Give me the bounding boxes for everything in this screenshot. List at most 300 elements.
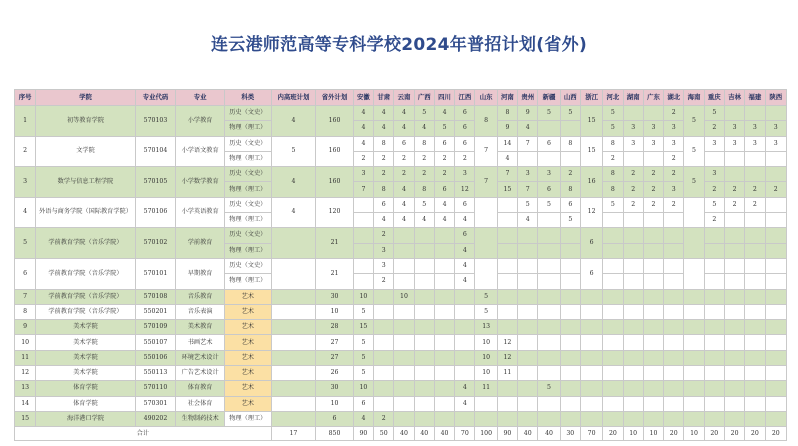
- table-cell: 书画艺术: [176, 335, 225, 350]
- table-cell: [745, 366, 765, 381]
- table-cell: [724, 151, 744, 166]
- table-cell: [704, 335, 724, 350]
- column-header: 专业代码: [135, 90, 176, 106]
- table-cell: [497, 289, 517, 304]
- table-cell: 3: [623, 136, 643, 151]
- table-cell: [518, 274, 538, 289]
- table-cell: 音乐表演: [176, 304, 225, 319]
- table-cell: 学前教育学院（音乐学院）: [36, 289, 135, 304]
- table-cell: 10: [316, 304, 354, 319]
- table-cell: [394, 304, 414, 319]
- table-cell: [518, 320, 538, 335]
- table-cell: [374, 366, 394, 381]
- column-header: 海南: [684, 90, 704, 106]
- table-cell: [414, 396, 434, 411]
- table-cell: [745, 320, 765, 335]
- table-cell: [765, 228, 787, 243]
- table-cell: 14: [497, 136, 517, 151]
- table-cell: [603, 396, 623, 411]
- table-cell: [704, 320, 724, 335]
- table-cell: 3: [704, 167, 724, 182]
- table-cell: [724, 106, 744, 121]
- table-cell: [745, 106, 765, 121]
- table-cell: [560, 228, 580, 243]
- table-cell: 2: [724, 197, 744, 212]
- table-cell: 490202: [135, 411, 176, 426]
- table-cell: 11: [475, 381, 497, 396]
- table-cell: [765, 258, 787, 273]
- table-cell: 美术学院: [36, 320, 135, 335]
- table-cell: 4: [15, 197, 36, 228]
- table-cell: [664, 274, 684, 289]
- table-cell: 2: [560, 167, 580, 182]
- table-cell: [580, 411, 602, 426]
- table-cell: [394, 258, 414, 273]
- table-cell: [724, 228, 744, 243]
- table-cell: 历史（文史）: [224, 136, 271, 151]
- table-cell: 9: [15, 320, 36, 335]
- table-cell: 7: [475, 167, 497, 198]
- table-cell: 10: [475, 366, 497, 381]
- table-cell: 小学数学教育: [176, 167, 225, 198]
- table-cell: [745, 243, 765, 258]
- table-cell: 2: [664, 151, 684, 166]
- table-row: [15, 320, 787, 335]
- table-cell: [643, 243, 663, 258]
- table-cell: 小学英语教育: [176, 197, 225, 228]
- table-cell: 28: [316, 320, 354, 335]
- total-value: 20: [724, 427, 744, 441]
- column-header: 新疆: [538, 90, 560, 106]
- table-cell: [394, 228, 414, 243]
- table-cell: 4: [374, 213, 394, 228]
- table-cell: 4: [394, 106, 414, 121]
- table-cell: 4: [455, 243, 475, 258]
- table-row: [15, 258, 787, 273]
- table-cell: 美术学院: [36, 366, 135, 381]
- total-value: 70: [455, 427, 475, 441]
- table-cell: [704, 366, 724, 381]
- table-cell: [765, 320, 787, 335]
- table-cell: 艺术: [224, 289, 271, 304]
- column-header: 贵州: [518, 90, 538, 106]
- table-cell: [271, 320, 316, 335]
- table-cell: 4: [434, 197, 454, 212]
- table-cell: [414, 243, 434, 258]
- table-cell: 6: [580, 258, 602, 289]
- table-cell: 3: [745, 136, 765, 151]
- table-cell: 10: [475, 335, 497, 350]
- table-cell: [724, 366, 744, 381]
- table-cell: [374, 381, 394, 396]
- table-cell: 3: [623, 121, 643, 136]
- table-cell: 27: [316, 350, 354, 365]
- table-cell: 8: [414, 136, 434, 151]
- table-cell: [434, 243, 454, 258]
- table-cell: 物理（理工）: [224, 274, 271, 289]
- table-cell: 6: [560, 197, 580, 212]
- table-cell: 12: [455, 182, 475, 197]
- table-cell: [497, 320, 517, 335]
- table-cell: [434, 411, 454, 426]
- table-cell: [455, 366, 475, 381]
- table-cell: 10: [353, 289, 373, 304]
- table-cell: 2: [374, 274, 394, 289]
- table-cell: 10: [475, 350, 497, 365]
- table-cell: 8: [475, 106, 497, 137]
- table-cell: 3: [724, 121, 744, 136]
- table-cell: 4: [353, 136, 373, 151]
- table-cell: [394, 320, 414, 335]
- table-cell: 4: [394, 213, 414, 228]
- table-cell: 外语与商务学院（国际教育学院）: [36, 197, 135, 228]
- total-value: 20: [603, 427, 623, 441]
- table-cell: [643, 335, 663, 350]
- table-cell: 5: [684, 167, 704, 198]
- table-cell: 环境艺术设计: [176, 350, 225, 365]
- table-cell: 4: [497, 151, 517, 166]
- total-value: 30: [560, 427, 580, 441]
- table-cell: 历史（文史）: [224, 258, 271, 273]
- total-value: 50: [374, 427, 394, 441]
- table-cell: [704, 274, 724, 289]
- table-cell: [353, 197, 373, 212]
- table-cell: [434, 304, 454, 319]
- table-cell: 5: [603, 197, 623, 212]
- table-row: [15, 228, 787, 243]
- table-cell: 4: [455, 258, 475, 273]
- table-row: [15, 304, 787, 319]
- table-cell: [414, 274, 434, 289]
- total-value: 100: [475, 427, 497, 441]
- table-cell: [704, 411, 724, 426]
- table-cell: 570108: [135, 289, 176, 304]
- table-cell: 海洋港口学院: [36, 411, 135, 426]
- table-cell: [560, 366, 580, 381]
- table-cell: [664, 381, 684, 396]
- column-header: 广东: [643, 90, 663, 106]
- column-header: 四川: [434, 90, 454, 106]
- column-header: 科类: [224, 90, 271, 106]
- table-cell: 4: [374, 121, 394, 136]
- table-cell: [745, 396, 765, 411]
- table-cell: 570105: [135, 167, 176, 198]
- table-cell: 12: [15, 366, 36, 381]
- table-cell: [434, 366, 454, 381]
- table-cell: 160: [316, 167, 354, 198]
- table-cell: [518, 411, 538, 426]
- total-value: 90: [353, 427, 373, 441]
- table-cell: [684, 335, 704, 350]
- table-cell: [704, 243, 724, 258]
- table-cell: [603, 381, 623, 396]
- table-cell: 数学与信息工程学院: [36, 167, 135, 198]
- table-cell: 学前教育学院（音乐学院）: [36, 304, 135, 319]
- table-cell: [455, 350, 475, 365]
- table-cell: [684, 320, 704, 335]
- table-cell: [704, 304, 724, 319]
- table-cell: 2: [704, 182, 724, 197]
- table-cell: [664, 243, 684, 258]
- table-row: [15, 350, 787, 365]
- table-cell: [434, 228, 454, 243]
- table-cell: [664, 350, 684, 365]
- table-cell: 30: [316, 381, 354, 396]
- column-header: 湖北: [664, 90, 684, 106]
- table-cell: [271, 258, 316, 289]
- column-header: 安徽: [353, 90, 373, 106]
- table-cell: 160: [316, 106, 354, 137]
- table-cell: 4: [394, 182, 414, 197]
- table-cell: 广告艺术设计: [176, 366, 225, 381]
- table-cell: 7: [15, 289, 36, 304]
- table-cell: 体育学院: [36, 396, 135, 411]
- table-cell: 8: [15, 304, 36, 319]
- table-cell: [643, 320, 663, 335]
- table-cell: [580, 320, 602, 335]
- total-row: [15, 427, 787, 441]
- total-value: 40: [414, 427, 434, 441]
- table-cell: 3: [643, 136, 663, 151]
- table-cell: [560, 304, 580, 319]
- column-header: 江西: [455, 90, 475, 106]
- table-cell: 3: [724, 136, 744, 151]
- page-title: 连云港师范高等专科学校2024年普招计划(省外): [210, 35, 588, 55]
- table-cell: 6: [538, 182, 560, 197]
- total-value: 10: [684, 427, 704, 441]
- table-cell: [353, 258, 373, 273]
- table-cell: 160: [316, 136, 354, 167]
- table-cell: [374, 350, 394, 365]
- header-row: [15, 90, 787, 106]
- table-cell: 5: [603, 121, 623, 136]
- table-cell: [271, 411, 316, 426]
- total-inner: 17: [271, 427, 316, 441]
- table-cell: [271, 396, 316, 411]
- table-cell: 30: [316, 289, 354, 304]
- table-cell: 4: [271, 167, 316, 198]
- table-cell: 550113: [135, 366, 176, 381]
- table-cell: [765, 366, 787, 381]
- column-header: 广西: [414, 90, 434, 106]
- table-row: [15, 167, 787, 182]
- table-cell: 16: [580, 167, 602, 198]
- table-cell: [560, 381, 580, 396]
- table-cell: 1: [15, 106, 36, 137]
- table-cell: 2: [745, 197, 765, 212]
- table-cell: [518, 228, 538, 243]
- table-cell: [580, 335, 602, 350]
- table-cell: 10: [316, 396, 354, 411]
- table-cell: [518, 304, 538, 319]
- table-cell: 5: [538, 106, 560, 121]
- table-cell: [271, 228, 316, 259]
- table-cell: 初等教育学院: [36, 106, 135, 137]
- table-cell: [745, 335, 765, 350]
- table-cell: [538, 228, 560, 243]
- table-cell: [475, 197, 497, 228]
- table-cell: 小学教育: [176, 106, 225, 137]
- table-cell: 21: [316, 258, 354, 289]
- table-cell: [623, 274, 643, 289]
- table-cell: [603, 411, 623, 426]
- table-cell: [560, 258, 580, 273]
- table-cell: [643, 411, 663, 426]
- table-cell: [394, 274, 414, 289]
- table-cell: 15: [353, 320, 373, 335]
- table-cell: 6: [374, 197, 394, 212]
- table-cell: 570110: [135, 381, 176, 396]
- table-cell: 历史（文史）: [224, 197, 271, 212]
- table-cell: [684, 197, 704, 228]
- table-cell: 5: [434, 121, 454, 136]
- table-cell: [538, 304, 560, 319]
- table-cell: [603, 366, 623, 381]
- total-value: 40: [434, 427, 454, 441]
- table-cell: [623, 320, 643, 335]
- table-cell: 艺术: [224, 335, 271, 350]
- table-cell: [745, 258, 765, 273]
- table-cell: 2: [455, 151, 475, 166]
- table-cell: 5: [560, 106, 580, 121]
- table-cell: [518, 335, 538, 350]
- table-cell: 2: [704, 213, 724, 228]
- table-cell: 8: [603, 167, 623, 182]
- column-header: 山东: [475, 90, 497, 106]
- table-cell: 15: [15, 411, 36, 426]
- table-cell: [724, 320, 744, 335]
- table-cell: 7: [518, 182, 538, 197]
- table-cell: 5: [684, 106, 704, 137]
- table-cell: 2: [643, 167, 663, 182]
- table-cell: [765, 197, 787, 212]
- table-cell: 7: [518, 136, 538, 151]
- table-cell: 7: [475, 136, 497, 167]
- table-cell: [518, 258, 538, 273]
- table-cell: 3: [15, 167, 36, 198]
- table-cell: [664, 396, 684, 411]
- table-row: [15, 335, 787, 350]
- table-cell: [560, 411, 580, 426]
- table-row: [15, 411, 787, 426]
- table-cell: 4: [414, 213, 434, 228]
- table-cell: 8: [560, 136, 580, 151]
- table-cell: [518, 289, 538, 304]
- table-cell: [434, 289, 454, 304]
- table-cell: 3: [374, 243, 394, 258]
- table-cell: 6: [353, 396, 373, 411]
- table-cell: 8: [497, 106, 517, 121]
- table-cell: 5: [353, 304, 373, 319]
- table-cell: [765, 213, 787, 228]
- table-cell: 2: [664, 167, 684, 182]
- table-cell: [414, 335, 434, 350]
- table-cell: 2: [434, 167, 454, 182]
- table-cell: 4: [374, 106, 394, 121]
- table-cell: [394, 366, 414, 381]
- table-cell: 6: [538, 136, 560, 151]
- table-cell: [414, 258, 434, 273]
- table-cell: 5: [353, 366, 373, 381]
- table-cell: [643, 106, 663, 121]
- table-cell: [745, 350, 765, 365]
- table-cell: [745, 304, 765, 319]
- table-cell: 物理（理工）: [224, 121, 271, 136]
- table-cell: 4: [353, 121, 373, 136]
- table-cell: [724, 350, 744, 365]
- table-cell: 社会体育: [176, 396, 225, 411]
- table-cell: [623, 304, 643, 319]
- table-cell: [497, 197, 517, 212]
- table-cell: [374, 304, 394, 319]
- table-cell: 2: [603, 151, 623, 166]
- column-header: 福建: [745, 90, 765, 106]
- column-header: 陕西: [765, 90, 787, 106]
- table-cell: [271, 304, 316, 319]
- table-cell: [538, 289, 560, 304]
- total-outer: 850: [316, 427, 354, 441]
- table-cell: [455, 411, 475, 426]
- table-cell: [538, 274, 560, 289]
- total-value: 70: [580, 427, 602, 441]
- table-cell: [603, 350, 623, 365]
- table-cell: 5: [475, 289, 497, 304]
- table-row: [15, 197, 787, 212]
- table-cell: [745, 213, 765, 228]
- table-cell: 5: [518, 197, 538, 212]
- table-cell: 体育学院: [36, 381, 135, 396]
- table-cell: [765, 106, 787, 121]
- table-cell: 艺术: [224, 350, 271, 365]
- table-cell: [518, 151, 538, 166]
- table-cell: 6: [394, 136, 414, 151]
- table-row: [15, 396, 787, 411]
- table-cell: 2: [374, 151, 394, 166]
- table-cell: 5: [15, 228, 36, 259]
- table-cell: [353, 243, 373, 258]
- table-cell: 艺术: [224, 396, 271, 411]
- table-cell: [603, 243, 623, 258]
- table-cell: 8: [374, 182, 394, 197]
- table-cell: 570104: [135, 136, 176, 167]
- table-cell: [497, 411, 517, 426]
- table-cell: [455, 289, 475, 304]
- table-cell: [560, 320, 580, 335]
- table-cell: [414, 366, 434, 381]
- table-cell: [664, 411, 684, 426]
- column-header: 山西: [560, 90, 580, 106]
- table-cell: [603, 228, 623, 243]
- table-cell: 2: [374, 411, 394, 426]
- table-cell: [434, 320, 454, 335]
- table-cell: 10: [353, 381, 373, 396]
- table-cell: [623, 106, 643, 121]
- column-header: 甘肃: [374, 90, 394, 106]
- table-cell: [643, 350, 663, 365]
- table-cell: [518, 366, 538, 381]
- table-cell: 3: [664, 136, 684, 151]
- table-cell: [434, 335, 454, 350]
- column-header: 省外计划: [316, 90, 354, 106]
- total-value: 20: [664, 427, 684, 441]
- table-cell: 物理（理工）: [224, 411, 271, 426]
- table-cell: 4: [434, 106, 454, 121]
- table-cell: 2: [414, 167, 434, 182]
- table-cell: 8: [560, 182, 580, 197]
- table-cell: [414, 411, 434, 426]
- table-cell: [497, 228, 517, 243]
- table-cell: 2: [664, 197, 684, 212]
